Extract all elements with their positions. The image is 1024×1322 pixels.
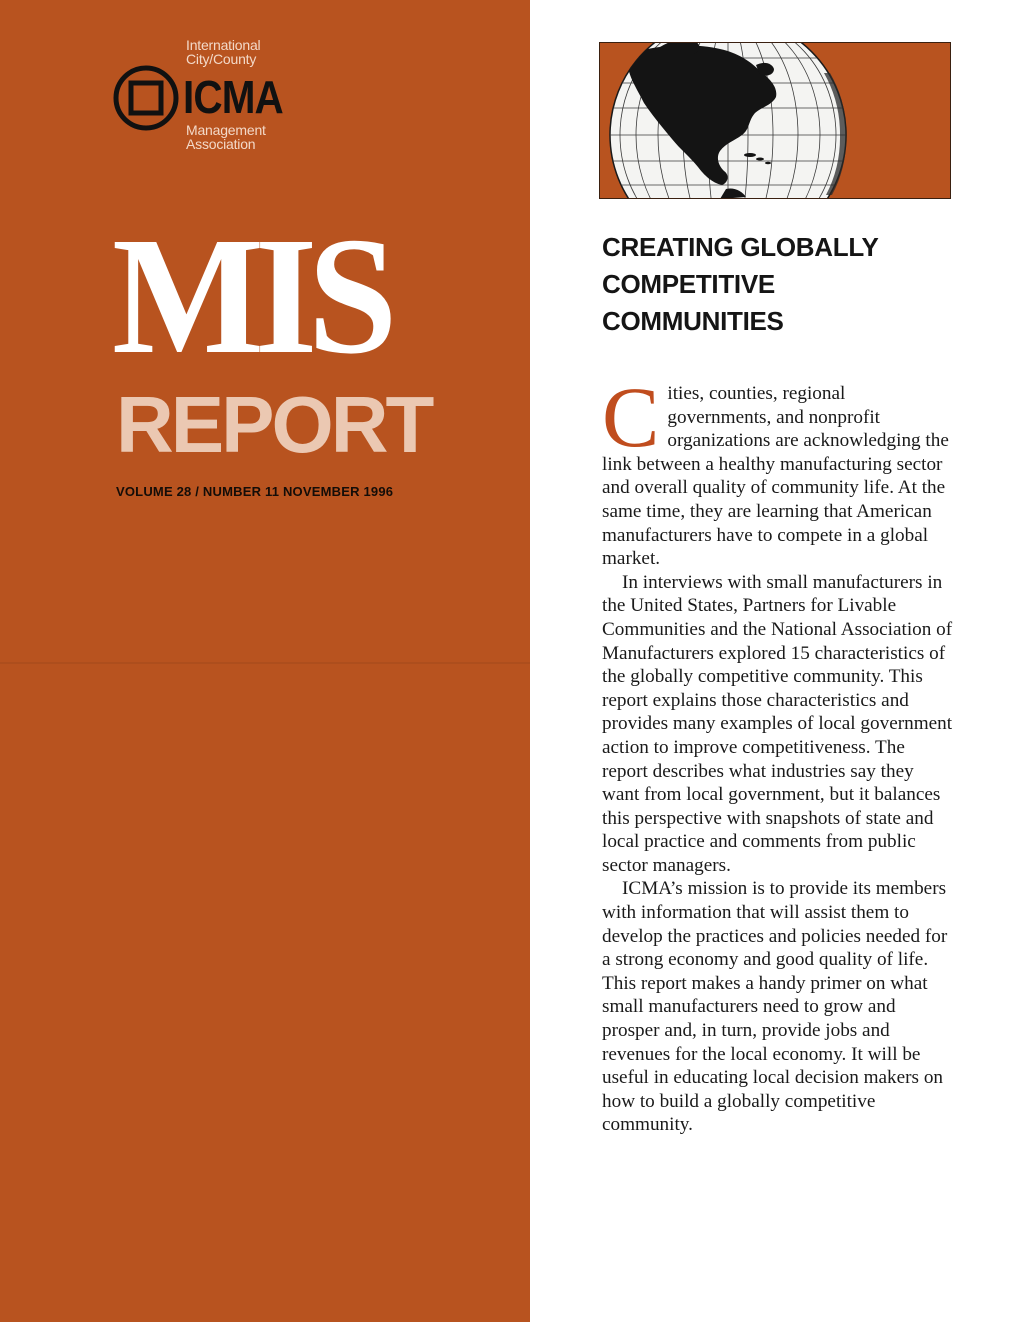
article-body xyxy=(602,369,954,1137)
headline-line-3: COMMUNITIES xyxy=(602,306,784,336)
org-name-top xyxy=(186,38,260,66)
fold-line xyxy=(0,662,530,664)
series-subtitle: REPORT xyxy=(116,380,432,469)
headline-line-1: CREATING GLOBALLY xyxy=(602,232,879,262)
drop-cap: C xyxy=(602,369,660,465)
article-headline xyxy=(602,229,962,340)
org-line-management: Management xyxy=(186,122,266,138)
org-line-association: Association xyxy=(186,136,256,152)
icma-logo-icon xyxy=(112,64,180,132)
globe-western-hemisphere-icon xyxy=(600,43,950,198)
article-paragraph-3: ICMA’s mission is to provide its members with information that will assist them to develop the practices and policies needed for a strong economy and good quality of life. This report makes a handy primer on what small manufacturers need to grow and prosper and, in turn, provide jobs and revenues for the local economy. It will be useful in educating local decision makers on how to build a globally competitive community. xyxy=(602,878,948,1136)
org-line-city-county: City/County xyxy=(186,51,257,67)
icma-acronym: ICMA xyxy=(183,71,283,123)
article-paragraph-2: In interviews with small manufacturers in the United States, Partners for Livable Communities and the National Association of Manufacturers explored 15 characteristics of the globally competitive community. This report explains those characteristics and provides many examples of local government action to improve competitiveness. The report describes what industries say they want from local government, but it balances this perspective with snapshots of state and local practice and comments from public sector managers. xyxy=(602,571,953,876)
series-title: MIS xyxy=(112,203,388,389)
article-paragraph-1 xyxy=(602,369,954,571)
org-line-international: International xyxy=(186,37,261,53)
issue-info: VOLUME 28 / NUMBER 11 NOVEMBER 1996 xyxy=(116,484,394,499)
headline-line-2: COMPETITIVE xyxy=(602,269,775,299)
paragraph-1-text: ities, counties, regional governments, and nonprofit organizations are acknowledging the link between a healthy manufacturing sector and overall quality of community life. At the same time, they are learning that American manufacturers have to compete in a global market. xyxy=(602,383,949,570)
org-name-bottom xyxy=(186,123,266,151)
globe-illustration xyxy=(599,42,951,199)
